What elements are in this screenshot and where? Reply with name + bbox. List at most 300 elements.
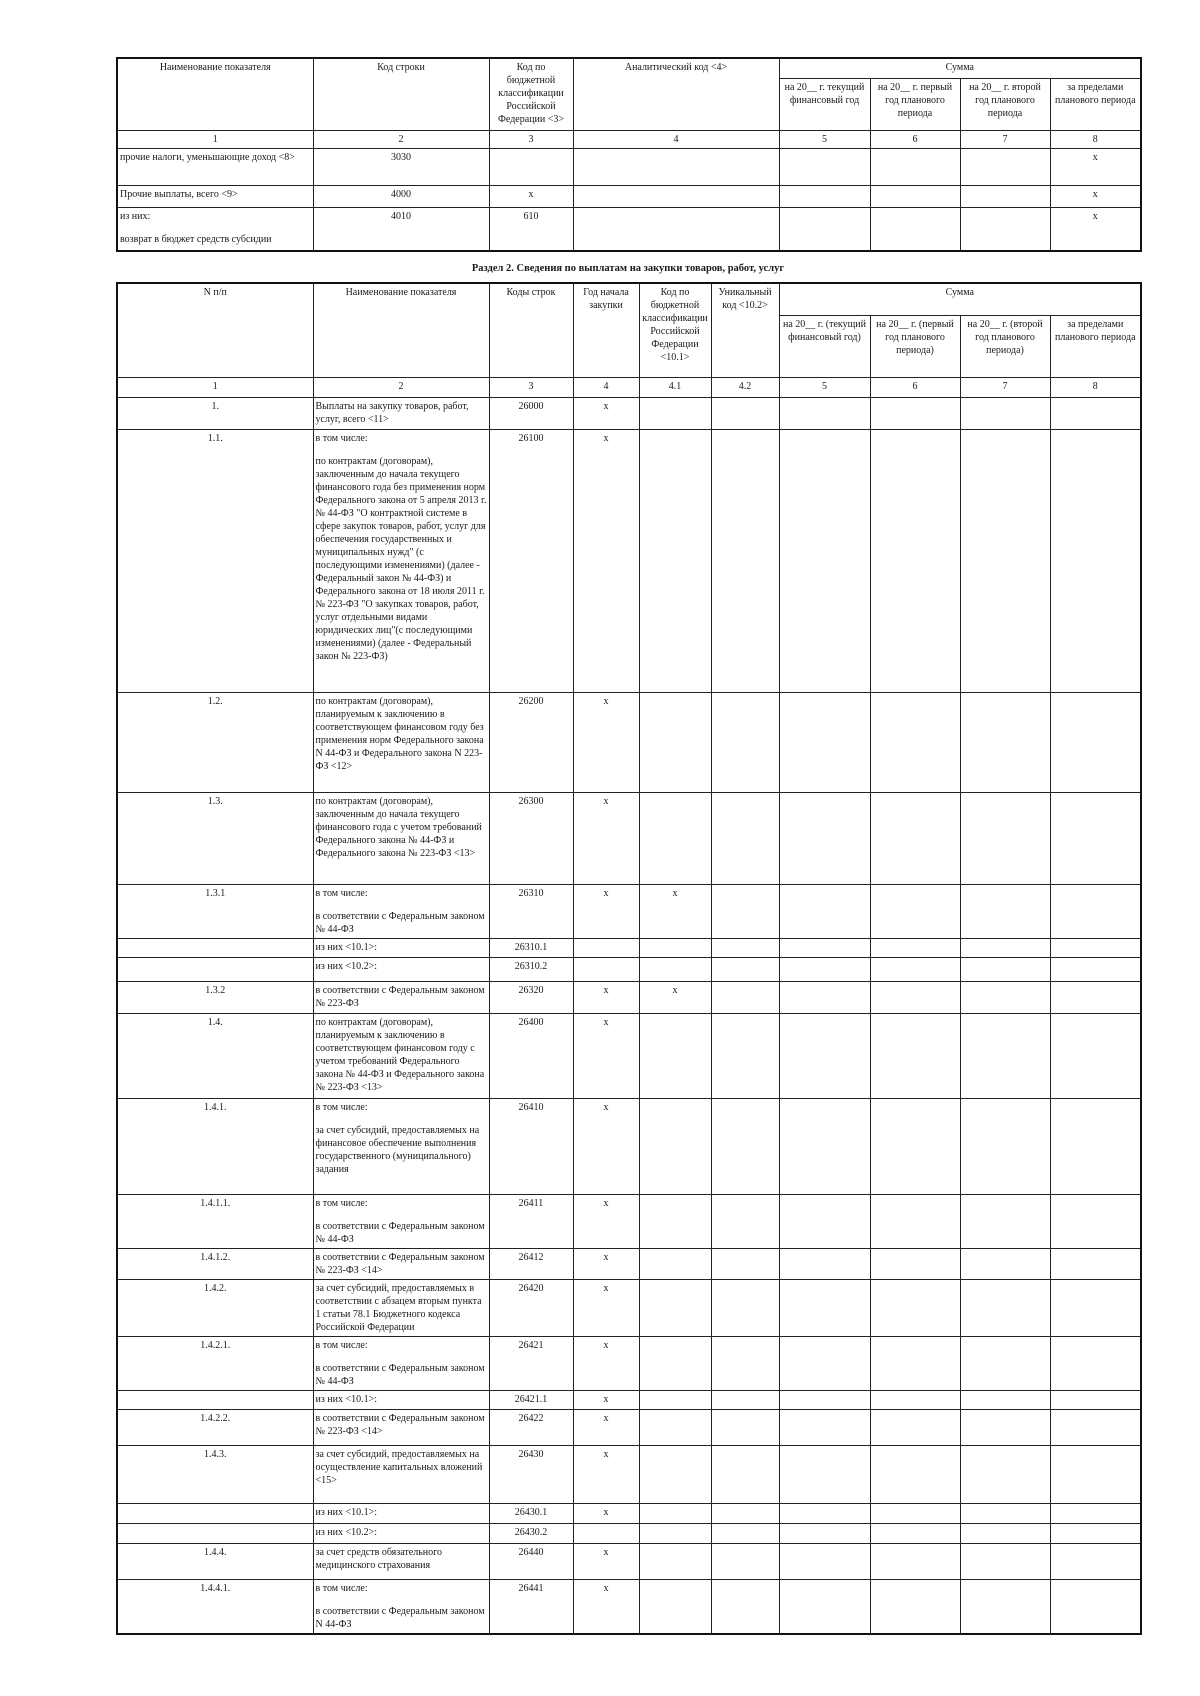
row-cell [711,884,779,938]
row-cell [1050,429,1141,692]
table-row [117,1336,1141,1390]
header-year1: на 20__ г. текущий финансовый год [779,78,870,130]
row-cell [1050,1445,1141,1503]
row-code: 26320 [489,981,573,1013]
row-cell [779,185,870,207]
row-code: 4010 [313,207,489,251]
row-number: 1.4.2.2. [117,1409,313,1445]
row-cell [960,957,1050,981]
row-year-start: x [573,429,639,692]
row-code: 26100 [489,429,573,692]
row-number: 1.4.4.1. [117,1579,313,1634]
row-cell [1050,1579,1141,1634]
row-number: 1.4.4. [117,1543,313,1579]
row-name-main: из них <10.1>: [315,1506,378,1518]
row-code: 26430.1 [489,1503,573,1523]
row-cell [960,429,1050,692]
row-kbk [639,1194,711,1248]
table-row [117,1579,1141,1634]
column-number: 4 [573,377,639,397]
row-cell [1050,1248,1141,1279]
row-cell [870,397,960,429]
row-year-start: x [573,692,639,792]
column-number: 7 [960,130,1050,148]
column-number: 5 [779,130,870,148]
row-name-detail: возврат в бюджет средств субсидии [120,233,272,245]
row-cell [779,1194,870,1248]
row-year-start [573,938,639,957]
row-cell [711,1336,779,1390]
row-year-start: x [573,1543,639,1579]
row-cell [711,792,779,884]
row-name-main: по контрактам (договорам), планируемым к заключению в соответствующем финансовом году с учетом требований Федерального закона № 44-ФЗ и Федерального закона № 223-ФЗ <13> [315,1016,485,1093]
row-cell [573,185,779,207]
row-number: 1.4.1. [117,1098,313,1194]
row-cell [779,957,870,981]
row-cell [1050,1279,1141,1336]
column-number: 6 [870,130,960,148]
row-cell [711,1248,779,1279]
row-x-mark: x [1050,207,1141,251]
row-cell [1050,692,1141,792]
row-cell [711,1390,779,1409]
row-cell [779,1579,870,1634]
row-year-start [573,1523,639,1543]
row-cell [960,148,1050,185]
row-kbk [639,1503,711,1523]
row-cell [779,792,870,884]
row-cell [960,1248,1050,1279]
row-kbk [489,148,573,185]
row-kbk [639,692,711,792]
row-kbk [639,1013,711,1098]
row-number: 1.4.3. [117,1445,313,1503]
row-cell [870,884,960,938]
row-cell [779,397,870,429]
row-name-detail: в соответствии с Федеральным законом № 44-ФЗ [315,1362,485,1387]
row-kbk [639,1445,711,1503]
row-name-main: за счет средств обязательного медицинского страхования [315,1546,442,1571]
row-cell [779,1013,870,1098]
row-year-start: x [573,1248,639,1279]
row-cell [870,1445,960,1503]
row-cell [870,429,960,692]
row-cell [960,1523,1050,1543]
header-name: Наименование показателя [313,283,489,377]
row-cell [779,1523,870,1543]
row-cell [779,1279,870,1336]
row-number: 1.3. [117,792,313,884]
row-cell [870,1390,960,1409]
row-kbk [639,792,711,884]
column-number: 1 [117,377,313,397]
table-row [117,207,1141,251]
column-number: 2 [313,377,489,397]
row-cell [711,1579,779,1634]
row-code: 26310 [489,884,573,938]
row-name-main: Выплаты на закупку товаров, работ, услуг, всего <11> [315,400,469,425]
row-cell [870,692,960,792]
row-code: 26422 [489,1409,573,1445]
row-cell [711,1409,779,1445]
row-code: 26421.1 [489,1390,573,1409]
row-cell [960,1279,1050,1336]
row-cell [870,1503,960,1523]
row-kbk [639,1279,711,1336]
row-name [313,1013,489,1098]
row-cell [1050,1194,1141,1248]
row-cell [573,207,779,251]
row-name-main: в том числе: [315,887,368,899]
row-code: 26430.2 [489,1523,573,1543]
row-cell [960,185,1050,207]
row-name-main: из них <10.2>: [315,960,378,972]
table-row [117,1445,1141,1503]
table-row [117,1013,1141,1098]
row-cell [870,1098,960,1194]
row-cell [1050,1013,1141,1098]
income-expense-table [116,57,1142,252]
row-name [313,1279,489,1336]
row-cell [779,981,870,1013]
row-kbk [639,1523,711,1543]
row-cell [1050,938,1141,957]
row-name [313,957,489,981]
row-name-main: в том числе: [315,1197,368,1209]
row-cell [711,1503,779,1523]
row-name-detail: по контрактам (договорам), заключенным до начала текущего финансового года без применения норм Федерального закона от 5 апреля 2013 г. № 44-ФЗ "О контрактной системе в сфере закупок товаров, работ, услуг для обеспечения государственных и муниципальных нужд" (с последующими изменениями) (далее - Федеральный закон № 44-ФЗ) и Федерального закона от 18 июля 2011 г. № 223-ФЗ "О закупках товаров, работ, услуг отдельными видами юридических лиц"(с последующими изменениями) (далее - Федеральный закон № 223-ФЗ) [315,455,487,662]
row-kbk [639,397,711,429]
row-cell [711,1543,779,1579]
row-cell [779,148,870,185]
row-cell [870,981,960,1013]
row-cell [870,957,960,981]
row-kbk: x [639,884,711,938]
row-cell [1050,1098,1141,1194]
header-year-start: Год начала закупки [573,283,639,377]
table-row [117,692,1141,792]
row-cell [779,1543,870,1579]
row-name [313,1523,489,1543]
row-code: 4000 [313,185,489,207]
table-row [117,884,1141,938]
row-number: 1.1. [117,429,313,692]
table-row [117,429,1141,692]
row-kbk: 610 [489,207,573,251]
row-year-start: x [573,1445,639,1503]
row-year-start: x [573,1579,639,1634]
row-name-detail: в соответствии с Федеральным законом N 44-ФЗ [315,1605,485,1630]
row-cell [711,938,779,957]
row-code: 26310.1 [489,938,573,957]
row-name [313,884,489,938]
row-cell [779,207,870,251]
row-cell [779,1098,870,1194]
row-cell [1050,1523,1141,1543]
header-year3: на 20__ г. (второй год планового периода) [960,315,1050,377]
row-number: 1.4.1.2. [117,1248,313,1279]
row-number: 1. [117,397,313,429]
table-row [117,185,1141,207]
row-cell [711,981,779,1013]
column-number: 7 [960,377,1050,397]
row-kbk [639,1409,711,1445]
header-name: Наименование показателя [117,58,313,130]
row-name-main: в соответствии с Федеральным законом № 223-ФЗ <14> [315,1412,485,1437]
header-year1: на 20__ г. (текущий финансовый год) [779,315,870,377]
row-code: 26421 [489,1336,573,1390]
row-name-main: по контрактам (договорам), планируемым к заключению в соответствующем финансовом году без применения норм Федерального закона N 44-ФЗ и Федерального закона N 223-ФЗ <12> [315,695,484,772]
row-cell [870,207,960,251]
row-number: 1.4.1.1. [117,1194,313,1248]
row-cell [870,1336,960,1390]
row-cell [711,1013,779,1098]
row-name-detail: в соответствии с Федеральным законом № 44-ФЗ [315,910,485,935]
table-row [117,1248,1141,1279]
row-code: 26440 [489,1543,573,1579]
row-code: 26441 [489,1579,573,1634]
header-year3: на 20__ г. второй год планового периода [960,78,1050,130]
row-cell [960,1336,1050,1390]
row-cell [960,1579,1050,1634]
row-name: прочие налоги, уменьшающие доход <8> [117,148,313,185]
row-code: 26310.2 [489,957,573,981]
row-cell [960,397,1050,429]
header-unique-code: Уникальный код <10.2> [711,283,779,377]
row-name [313,1579,489,1634]
row-name-main: в том числе: [315,1339,368,1351]
table-row [117,1409,1141,1445]
row-cell [779,692,870,792]
row-year-start: x [573,1390,639,1409]
row-cell [960,207,1050,251]
table-row [117,148,1141,185]
column-number: 3 [489,130,573,148]
row-year-start: x [573,981,639,1013]
row-cell [1050,792,1141,884]
column-number: 1 [117,130,313,148]
row-kbk: x [489,185,573,207]
row-cell [870,185,960,207]
column-number: 2 [313,130,489,148]
row-code: 26412 [489,1248,573,1279]
row-name [313,429,489,692]
row-cell [711,429,779,692]
row-kbk [639,938,711,957]
row-cell [960,1013,1050,1098]
row-cell [870,1579,960,1634]
row-number: 1.3.1 [117,884,313,938]
row-number [117,938,313,957]
row-name-main: за счет субсидий, предоставляемых на осуществление капитальных вложений <15> [315,1448,483,1486]
row-cell [1050,1543,1141,1579]
row-name-main: в том числе: [315,1582,368,1594]
row-cell [711,397,779,429]
row-cell [711,692,779,792]
row-number [117,957,313,981]
column-number: 4 [573,130,779,148]
row-cell [870,1194,960,1248]
row-kbk [639,1390,711,1409]
row-number: 1.4.2.1. [117,1336,313,1390]
row-code: 3030 [313,148,489,185]
row-cell [1050,884,1141,938]
row-code: 26410 [489,1098,573,1194]
row-name: Прочие выплаты, всего <9> [117,185,313,207]
row-number: 1.4.2. [117,1279,313,1336]
row-code: 26400 [489,1013,573,1098]
row-cell [711,1279,779,1336]
row-kbk [639,1098,711,1194]
table-row [117,1503,1141,1523]
row-name-main: из них <10.1>: [315,1393,378,1405]
row-cell [870,938,960,957]
row-cell [711,1194,779,1248]
row-name [313,938,489,957]
table-row [117,1279,1141,1336]
header-number: N п/п [117,283,313,377]
row-name [313,981,489,1013]
row-code: 26300 [489,792,573,884]
row-code: 26200 [489,692,573,792]
column-number: 4.1 [639,377,711,397]
header-year2: на 20__ г. (первый год планового периода) [870,315,960,377]
row-cell [960,1445,1050,1503]
row-cell [1050,397,1141,429]
procurement-rows [117,397,1141,1634]
row-cell [960,1503,1050,1523]
row-cell [960,1098,1050,1194]
header-kbk: Код по бюджетной классификации Российской Федерации <3> [489,58,573,130]
procurement-table [116,282,1142,1635]
row-name [313,1098,489,1194]
row-cell [1050,1390,1141,1409]
row-code: 26000 [489,397,573,429]
row-cell [960,981,1050,1013]
header-sum: Сумма [779,58,1141,78]
row-name-main: в соответствии с Федеральным законом № 223-ФЗ <14> [315,1251,485,1276]
row-name [313,1390,489,1409]
row-name [313,1445,489,1503]
row-name [313,1194,489,1248]
row-cell [870,792,960,884]
column-number: 8 [1050,130,1141,148]
row-cell [711,1523,779,1543]
row-year-start: x [573,1098,639,1194]
row-name-detail: за счет субсидий, предоставляемых на финансовое обеспечение выполнения государственного (муниципального) задания [315,1124,480,1175]
row-cell [779,1503,870,1523]
row-cell [960,792,1050,884]
row-code: 26420 [489,1279,573,1336]
column-number: 8 [1050,377,1141,397]
header-year2: на 20__ г. первый год планового периода [870,78,960,130]
row-year-start [573,957,639,981]
table-row [117,397,1141,429]
row-x-mark: x [1050,185,1141,207]
row-cell [779,1390,870,1409]
row-number [117,1523,313,1543]
row-cell [1050,1409,1141,1445]
row-cell [870,148,960,185]
row-cell [711,1445,779,1503]
table-row [117,1390,1141,1409]
row-name [313,1543,489,1579]
row-cell [870,1248,960,1279]
row-cell [779,1248,870,1279]
table-row [117,1194,1141,1248]
row-cell [779,1336,870,1390]
row-kbk [639,957,711,981]
row-name [313,1248,489,1279]
row-cell [960,692,1050,792]
row-year-start: x [573,1409,639,1445]
row-kbk [639,1579,711,1634]
row-name [313,692,489,792]
row-kbk [639,429,711,692]
row-number [117,1503,313,1523]
row-name-main: в том числе: [315,1101,368,1113]
header-sum: Сумма [779,283,1141,315]
table-row [117,1543,1141,1579]
row-year-start: x [573,1503,639,1523]
row-number: 1.2. [117,692,313,792]
row-cell [960,1390,1050,1409]
row-number: 1.3.2 [117,981,313,1013]
column-number: 5 [779,377,870,397]
row-name-main: из них <10.2>: [315,1526,378,1538]
table-row [117,1098,1141,1194]
row-cell [779,938,870,957]
table-row [117,981,1141,1013]
row-cell [1050,1503,1141,1523]
header-beyond: за пределами планового периода [1050,315,1141,377]
row-cell [779,1409,870,1445]
row-name-main: по контрактам (договорам), заключенным до начала текущего финансового года с учетом требований Федерального закона № 44-ФЗ и Федерального закона № 223-ФЗ <13> [315,795,482,859]
row-cell [870,1523,960,1543]
column-number: 6 [870,377,960,397]
row-cell [711,1098,779,1194]
column-numbers-row [117,377,1141,397]
row-year-start: x [573,1013,639,1098]
row-code: 26430 [489,1445,573,1503]
row-kbk [639,1543,711,1579]
row-cell [960,938,1050,957]
row-cell [779,429,870,692]
row-name-main: в соответствии с Федеральным законом № 223-ФЗ [315,984,485,1009]
row-number: 1.4. [117,1013,313,1098]
column-number: 3 [489,377,573,397]
row-year-start: x [573,397,639,429]
table-row [117,957,1141,981]
section-title: Раздел 2. Сведения по выплатам на закупки товаров, работ, услуг [471,263,785,274]
row-cell [870,1409,960,1445]
table-row [117,792,1141,884]
header-codes: Коды строк [489,283,573,377]
row-name-main: за счет субсидий, предоставляемых в соответствии с абзацем вторым пункта 1 статьи 78.1 Бюджетного кодекса Российской Федерации [315,1282,482,1333]
row-x-mark: x [1050,148,1141,185]
row-cell [870,1543,960,1579]
column-number: 4.2 [711,377,779,397]
row-name [313,1503,489,1523]
row-name [313,792,489,884]
row-name [313,1336,489,1390]
row-cell [779,1445,870,1503]
table-row [117,938,1141,957]
row-cell [870,1013,960,1098]
row-kbk [639,1248,711,1279]
row-year-start: x [573,1279,639,1336]
header-kbk: Код по бюджетной классификации Российской Федерации <10.1> [639,283,711,377]
